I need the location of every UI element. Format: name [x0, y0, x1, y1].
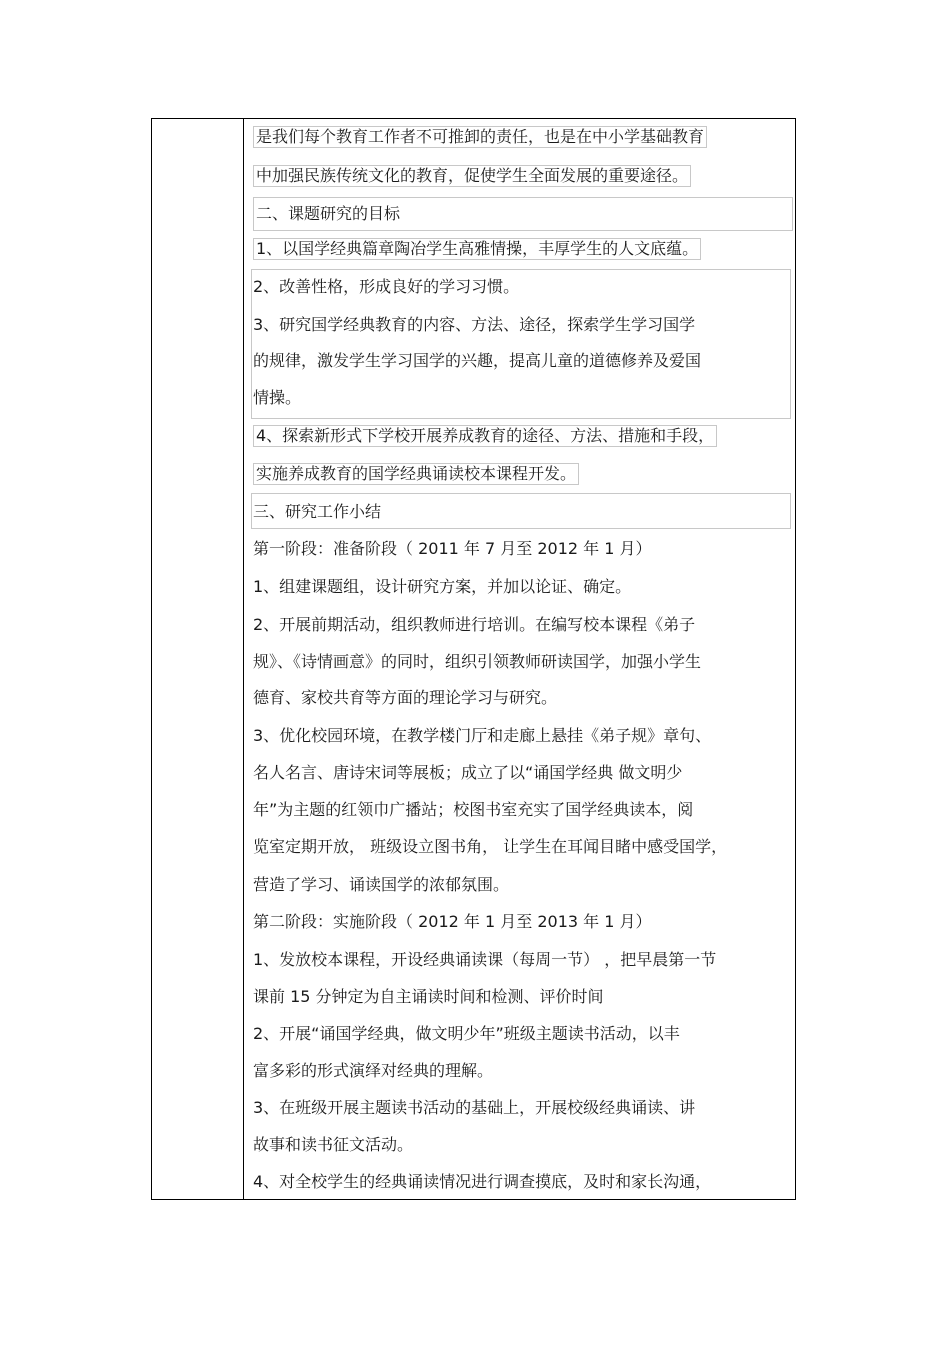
text-line-goal-3c: 情操。	[253, 388, 302, 407]
text-line-s2-3a: 3、在班级开展主题读书活动的基础上，开展校级经典诵读、讲	[253, 1098, 696, 1117]
text-line-goal-2: 2、改善性格，形成良好的学习习惯。	[253, 277, 520, 296]
table-content-cell	[245, 119, 795, 1199]
text-line-s1-3b: 名人名言、唐诗宋词等展板；成立了以“诵国学经典 做文明少	[253, 763, 683, 782]
text-line-s1-2b: 规》、《诗情画意》的同时，组织引领教师研读国学，加强小学生	[253, 652, 702, 671]
table-label-column	[152, 119, 244, 1199]
text-line-stage-2: 第二阶段：实施阶段（ 2012 年 1 月至 2013 年 1 月）	[253, 912, 652, 931]
section-heading-summary: 三、研究工作小结	[253, 502, 382, 521]
text-line-goal-4a: 4、探索新形式下学校开展养成教育的途径、方法、措施和手段，	[253, 425, 717, 447]
text-line-s2-2a: 2、开展“诵国学经典，做文明少年”班级主题读书活动，以丰	[253, 1024, 680, 1043]
text-line-s2-2b: 富多彩的形式演绎对经典的理解。	[253, 1061, 494, 1080]
text-line-goal-1: 1、以国学经典篇章陶冶学生高雅情操，丰厚学生的人文底蕴。	[253, 238, 701, 260]
section-heading-goals: 二、课题研究的目标	[253, 197, 793, 231]
text-line-s2-1b: 课前 15 分钟定为自主诵读时间和检测、评价时间	[253, 987, 604, 1006]
text-line-s1-1: 1、组建课题组，设计研究方案，并加以论证、确定。	[253, 577, 632, 596]
text-line-s2-4a: 4、对全校学生的经典诵读情况进行调查摸底，及时和家长沟通，	[253, 1172, 712, 1191]
text-line-s1-3a: 3、优化校园环境，在教学楼门厅和走廊上悬挂《弟子规》章句、	[253, 726, 712, 745]
text-line-s2-1a: 1、发放校本课程，开设经典诵读课（每周一节） ，把早晨第一节	[253, 950, 717, 969]
text-line-s1-3c: 年”为主题的红领巾广播站；校图书室充实了国学经典读本，阅	[253, 800, 694, 819]
text-line-s1-2a: 2、开展前期活动，组织教师进行培训。在编写校本课程《弟子	[253, 615, 696, 634]
text-line-goal-3b: 的规律，激发学生学习国学的兴趣，提高儿童的道德修养及爱国	[253, 351, 702, 370]
text-line-s1-3e: 营造了学习、诵读国学的浓郁氛围。	[253, 875, 510, 894]
document-table	[151, 118, 796, 1200]
text-line-goal-3a: 3、研究国学经典教育的内容、方法、途径，探索学生学习国学	[253, 315, 696, 334]
text-line-1: 是我们每个教育工作者不可推卸的责任，也是在中小学基础教育	[253, 126, 707, 148]
text-line-goal-4b: 实施养成教育的国学经典诵读校本课程开发。	[253, 463, 579, 485]
text-line-s2-3b: 故事和读书征文活动。	[253, 1135, 414, 1154]
text-line-2: 中加强民族传统文化的教育，促使学生全面发展的重要途径。	[253, 165, 691, 187]
text-line-s1-2c: 德育、家校共育等方面的理论学习与研究。	[253, 688, 558, 707]
text-line-stage-1: 第一阶段：准备阶段（ 2011 年 7 月至 2012 年 1 月）	[253, 539, 652, 558]
text-line-s1-3d: 览室定期开放， 班级设立图书角， 让学生在耳闻目睹中感受国学，	[253, 837, 728, 856]
